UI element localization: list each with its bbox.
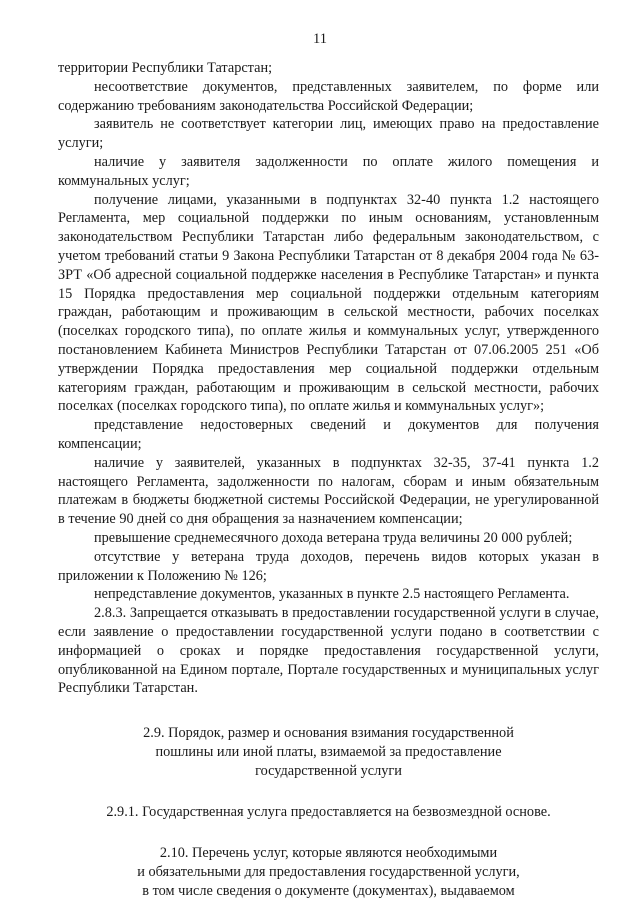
paragraph-false-information: представление недостоверных сведений и документов для получения компенсации;: [58, 417, 599, 452]
paragraph-no-income: отсутствие у ветерана труда доходов, перечень видов которых указан в приложении к Положению № 126;: [58, 548, 599, 584]
paragraph-2-8-3: 2.8.3. Запрещается отказывать в предоставлении государственной услуги в случае, если заявление о предоставлении государственной услуги подано в соответствии с информацией о сроках и порядке предоставления государственной услуги, опубликованной на Едином портале, Портале государственных и муниципальных услуг Республики Татарстан.: [58, 605, 599, 697]
section-heading-2-10: [58, 844, 599, 901]
heading-line: пошлины или иной платы, взимаемой за предоставление: [155, 744, 502, 761]
paragraph-documents-mismatch: несоответствие документов, представленных заявителем, по форме или содержанию требованиям законодательства Российской Федерации;: [58, 78, 599, 114]
heading-line: государственной услуги: [255, 763, 402, 780]
heading-line: 2.10. Перечень услуг, которые являются необходимыми: [159, 845, 498, 862]
paragraph-2-9-1: 2.9.1. Государственная услуга предоставляется на безвозмездной основе.: [106, 804, 551, 821]
paragraph-other-support: получение лицами, указанными в подпунктах 32-40 пункта 1.2 настоящего Регламента, мер социальной поддержки по иным основаниям, установленным законодательством Республики Татарстан либо федеральным законодательством, с учетом требований статьи 9 Закона Республики Татарстан от 8 декабря 2004 года № 63-ЗРТ «Об адресной социальной поддержке населения в Республике Татарстан» и пункта 15 Порядка предоставления мер социальной поддержки отдельным категориям граждан, работающим и проживающим в сельской местности, рабочих поселках (поселках городского типа), по оплате жилья и коммунальных услуг, утвержденного постановлением Кабинета Министров Республики Татарстан от 07.06.2005 251 «Об утверждении Порядка предоставления мер социальной поддержки отдельным категориям граждан, работающим и проживающим в сельской местности, рабочих поселках (поселках городского типа), по оплате жилья и коммунальных услуг»;: [58, 191, 599, 415]
paragraph-tax-debt: наличие у заявителей, указанных в подпунктах 32-35, 37-41 пункта 1.2 настоящего Регламента, задолженности по налогам, сборам и иным обязательным платежам в бюджеты бюджетной системы Российской Федерации, не урегулированной в течение 90 дней со дня обращения за назначением компенсации;: [58, 454, 599, 528]
paragraph-income-excess: превышение среднемесячного дохода ветерана труда величины 20 000 рублей;: [94, 529, 573, 546]
heading-line: в том числе сведения о документе (документах), выдаваемом: [142, 883, 515, 900]
paragraph-applicant-category: заявитель не соответствует категории лиц, имеющих право на предоставление услуги;: [58, 116, 599, 152]
heading-line: 2.9. Порядок, размер и основания взимания государственной: [143, 725, 514, 742]
paragraph-housing-debt: наличие у заявителя задолженности по оплате жилого помещения и коммунальных услуг;: [58, 153, 599, 189]
heading-line: и обязательными для предоставления государственной услуги,: [137, 864, 520, 881]
paragraph-missing-documents: непредставление документов, указанных в пункте 2.5 настоящего Регламента.: [94, 586, 570, 603]
document-body: [58, 59, 599, 901]
page-number: 11: [313, 31, 327, 47]
section-heading-2-9: [58, 724, 599, 781]
paragraph-territory: территории Республики Татарстан;: [58, 60, 273, 76]
